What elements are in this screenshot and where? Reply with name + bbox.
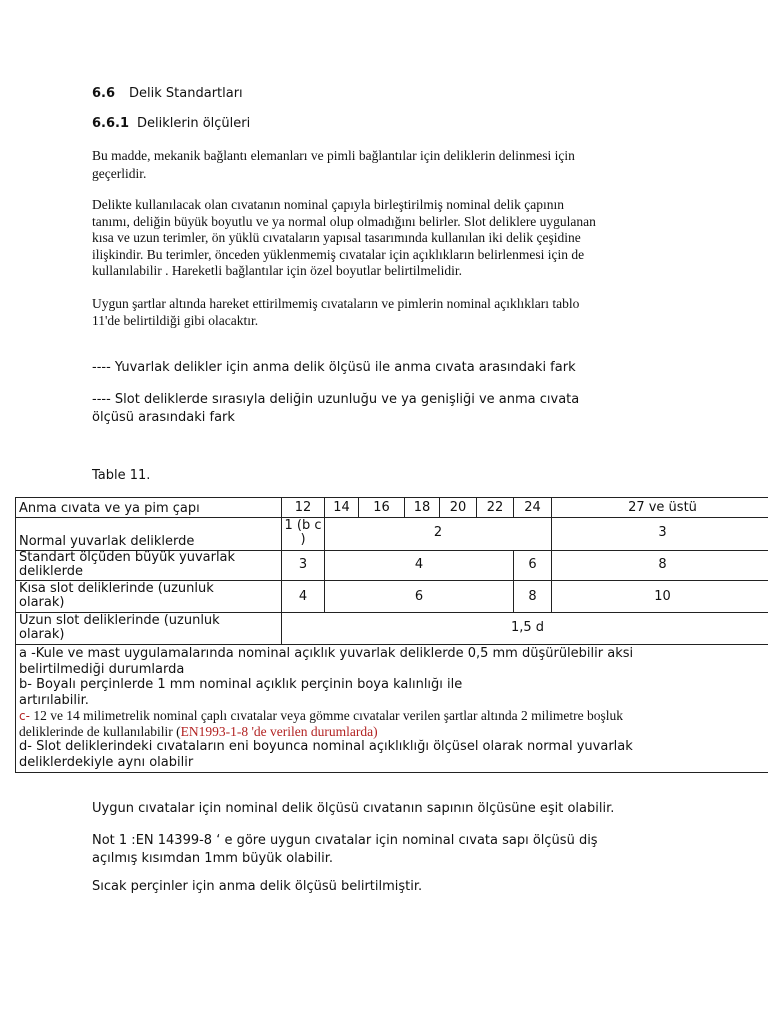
- row-short-slot-24: 8: [528, 589, 537, 604]
- text-line: Not 1 :EN 14399-8 ‘ e göre uygun cıvatalar için nominal cıvata sapı ölçüsü diş: [92, 833, 598, 848]
- text-line: ilişkindir. Bu terimler, önceden yüklenmemiş cıvatalar için açıklıkların belirlenmesi için de: [92, 246, 585, 262]
- text-line: deliklerde: [19, 564, 83, 579]
- note-a: a -Kule ve mast uygulamalarında nominal açıklık yuvarlak deliklerde 0,5 mm düşürülebilir aksi: [19, 646, 634, 661]
- text-line: tanımı, deliğin büyük boyutlu ve ya normal olup olmadığını belirler. Slot deliklere uygulanan: [92, 213, 596, 229]
- note-c-prefix: c-: [19, 709, 30, 723]
- text-line: kullanılabilir . Hareketli bağlantılar için özel boyutlar belirtilmelidir.: [92, 263, 463, 278]
- text-line: açılmış kısımdan 1mm büyük olabilir.: [92, 851, 334, 866]
- row-normal-mid: 2: [433, 525, 443, 540]
- subsection-number: 6.6.1: [92, 116, 130, 131]
- text-line: Uygun şartlar altında hareket ettirilmemiş cıvataların ve pimlerin nominal açıklıkları tablo: [92, 296, 580, 311]
- note-c-reference: EN1993-1-8 'de verilen durumlarda): [180, 724, 378, 739]
- hole-size-table: [15, 497, 768, 773]
- note-a-cont: belirtilmediği durumlarda: [19, 661, 185, 677]
- section-heading: [92, 86, 243, 101]
- row-short-slot-last: 10: [654, 589, 671, 604]
- footer-note-3: Sıcak perçinler için anma delik ölçüsü belirtilmiştir.: [92, 879, 423, 894]
- paragraph-definition: [92, 197, 712, 280]
- note-c: [19, 708, 759, 724]
- text-line: ---- Slot deliklerde sırasıyla deliğin uzunluğu ve ya genişliği ve anma cıvata: [92, 392, 580, 407]
- note-c-text: 12 ve 14 milimetrelik nominal çaplı cıvatalar veya gömme cıvatalar verilen şartlar altında 2 milimetre boşluk: [29, 708, 623, 723]
- note-d: d- Slot deliklerindeki cıvataların eni boyunca nominal açıklıklığı ölçüsel olarak normal yuvarlak: [19, 739, 633, 754]
- definition-slot-holes: [92, 391, 579, 427]
- size-24: 24: [524, 500, 541, 515]
- row-short-slot-mid: 6: [414, 589, 424, 604]
- text-line: Bu madde, mekanik bağlantı elemanları ve pimli bağlantılar için deliklerin delinmesi için: [92, 148, 575, 163]
- row-normal-last: 3: [658, 525, 667, 540]
- text-line: Delikte kullanılacak olan cıvatanın nominal çapıyla birleştirilmiş nominal delik çapının: [92, 197, 564, 212]
- row-long-slot-label: [19, 614, 220, 642]
- text-line: 11'de belirtildiği gibi olacaktır.: [92, 312, 259, 328]
- paragraph-table-reference: [92, 296, 712, 329]
- size-12: 12: [294, 500, 312, 515]
- table-caption: Table 11.: [92, 468, 151, 483]
- text-line: Standart ölçüden büyük yuvarlak: [19, 550, 236, 565]
- section-title: Delik Standartları: [129, 86, 243, 101]
- text-line: kısa ve uzun terimler, ön yüklü cıvataların yapısal tasarımında kullanılan iki delik çeşidine: [92, 230, 581, 245]
- row-oversize-mid: 4: [414, 557, 424, 572]
- definition-round-holes: [92, 360, 576, 375]
- text-line: ---- Yuvarlak delikler için anma delik ölçüsü ile anma cıvata arasındaki fark: [92, 360, 576, 375]
- note-b-cont: artırılabilir.: [19, 692, 89, 708]
- text-line: olarak): [19, 595, 65, 610]
- size-14: 14: [333, 500, 350, 515]
- section-number: 6.6: [92, 86, 116, 101]
- row-normal-12: 1 (b c ): [284, 518, 322, 547]
- note-d-cont: deliklerdekiyle aynı olabilir: [19, 754, 194, 770]
- note-c-cont: [19, 724, 759, 739]
- row-short-slot-12: 4: [298, 589, 308, 604]
- row-oversize-last: 8: [658, 557, 667, 572]
- table-notes: [19, 646, 759, 770]
- subsection-title: Deliklerin ölçüleri: [137, 116, 251, 131]
- subsection-heading: [92, 116, 250, 131]
- note-b: b- Boyalı perçinlerde 1 mm nominal açıklık perçinin boya kalınlığı ile: [19, 677, 463, 692]
- text-line: geçerlidir.: [92, 165, 147, 181]
- footer-note-2: [92, 832, 598, 868]
- size-22: 22: [486, 500, 504, 515]
- size-27-plus: 27 ve üstü: [628, 500, 697, 515]
- note-c-text-cont: deliklerinde de kullanılabilir (: [19, 724, 181, 739]
- text-line: ölçüsü arasındaki fark: [92, 410, 235, 425]
- size-16: 16: [373, 500, 390, 515]
- row-oversize-12: 3: [298, 557, 308, 572]
- row-oversize-label: [19, 551, 235, 579]
- paragraph-scope: [92, 148, 692, 182]
- size-18: 18: [413, 500, 431, 515]
- text-line: olarak): [19, 627, 65, 642]
- row-long-slot-span: 1,5 d: [510, 620, 545, 635]
- size-20: 20: [449, 500, 467, 515]
- text-line: Kısa slot deliklerinde (uzunluk: [19, 581, 214, 596]
- row-short-slot-label: [19, 582, 214, 610]
- header-label: Anma cıvata ve ya pim çapı: [19, 501, 200, 516]
- row-oversize-24: 6: [528, 557, 537, 572]
- row-normal-label: Normal yuvarlak deliklerde: [19, 534, 195, 549]
- text-line: Uzun slot deliklerinde (uzunluk: [19, 613, 220, 628]
- footer-note-1: Uygun cıvatalar için nominal delik ölçüsü cıvatanın sapının ölçüsüne eşit olabilir.: [92, 801, 615, 816]
